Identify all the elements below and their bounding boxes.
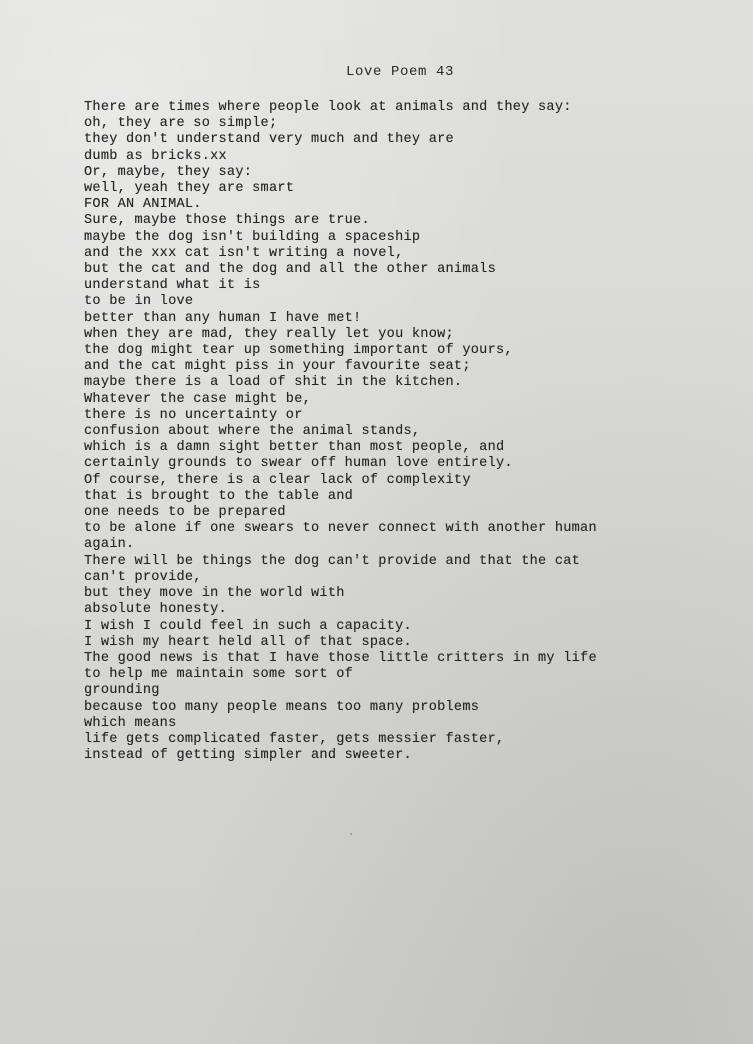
poem-line: that is brought to the table and [84, 488, 354, 504]
poem-line: can't provide, [84, 569, 202, 585]
poem-line: I wish I could feel in such a capacity. [84, 618, 412, 634]
poem-line: the dog might tear up something important of yours, [84, 343, 513, 359]
poem-line: There are times where people look at animals and they say: [84, 100, 572, 115]
poem-line: certainly grounds to swear off human love entirely. [84, 456, 513, 472]
poem-line: instead of getting simpler and sweeter. [84, 748, 412, 764]
paper-speck [350, 833, 352, 835]
poem-line: to be alone if one swears to never connect with another human [84, 521, 597, 537]
poem-line: which means [84, 715, 177, 731]
poem-line: I wish my heart held all of that space. [84, 634, 412, 650]
poem-line: when they are mad, they really let you know; [84, 326, 454, 342]
poem-line: understand what it is [84, 278, 261, 294]
poem-line: FOR AN ANIMAL. [84, 197, 202, 213]
poem-line: but the cat and the dog and all the other animals [84, 262, 496, 278]
poem-line: maybe the dog isn't building a spaceship [84, 229, 421, 245]
poem-line: Or, maybe, they say: [84, 164, 253, 180]
poem-line: again. [84, 537, 135, 553]
poem-line: they don't understand very much and they are [84, 132, 454, 148]
poem-line: oh, they are so simple; [84, 116, 278, 132]
poem-line: there is no uncertainty or [84, 407, 303, 423]
poem-line: maybe there is a load of shit in the kitchen. [84, 375, 463, 391]
poem-line: There will be things the dog can't provide and that the cat [84, 553, 581, 569]
poem-line: one needs to be prepared [84, 505, 286, 521]
poem-line: better than any human I have met! [84, 310, 362, 326]
poem-line: Sure, maybe those things are true. [84, 213, 370, 229]
poem-line: absolute honesty. [84, 602, 227, 618]
poem-line: and the cat might piss in your favourite seat; [84, 359, 471, 375]
poem-line: grounding [84, 683, 160, 699]
poem-line: to help me maintain some sort of [84, 667, 354, 683]
poem-line: life gets complicated faster, gets messier faster, [84, 731, 505, 747]
poem-line: but they move in the world with [84, 586, 345, 602]
poem-line: The good news is that I have those little critters in my life [84, 650, 597, 666]
poem-line: which is a damn sight better than most people, and [84, 440, 505, 456]
poem-line: Whatever the case might be, [84, 391, 312, 407]
poem-line: well, yeah they are smart [84, 181, 295, 197]
poem-line: Of course, there is a clear lack of complexity [84, 472, 471, 488]
poem-body [84, 100, 724, 764]
poem-line: confusion about where the animal stands, [84, 424, 421, 440]
poem-title: Love Poem 43 [345, 64, 455, 80]
poem-line: and the xxx cat isn't writing a novel, [84, 245, 404, 261]
poem-line: to be in love [84, 294, 194, 310]
poem-line: because too many people means too many problems [84, 699, 480, 715]
poem-line: dumb as bricks.xx [84, 148, 227, 164]
